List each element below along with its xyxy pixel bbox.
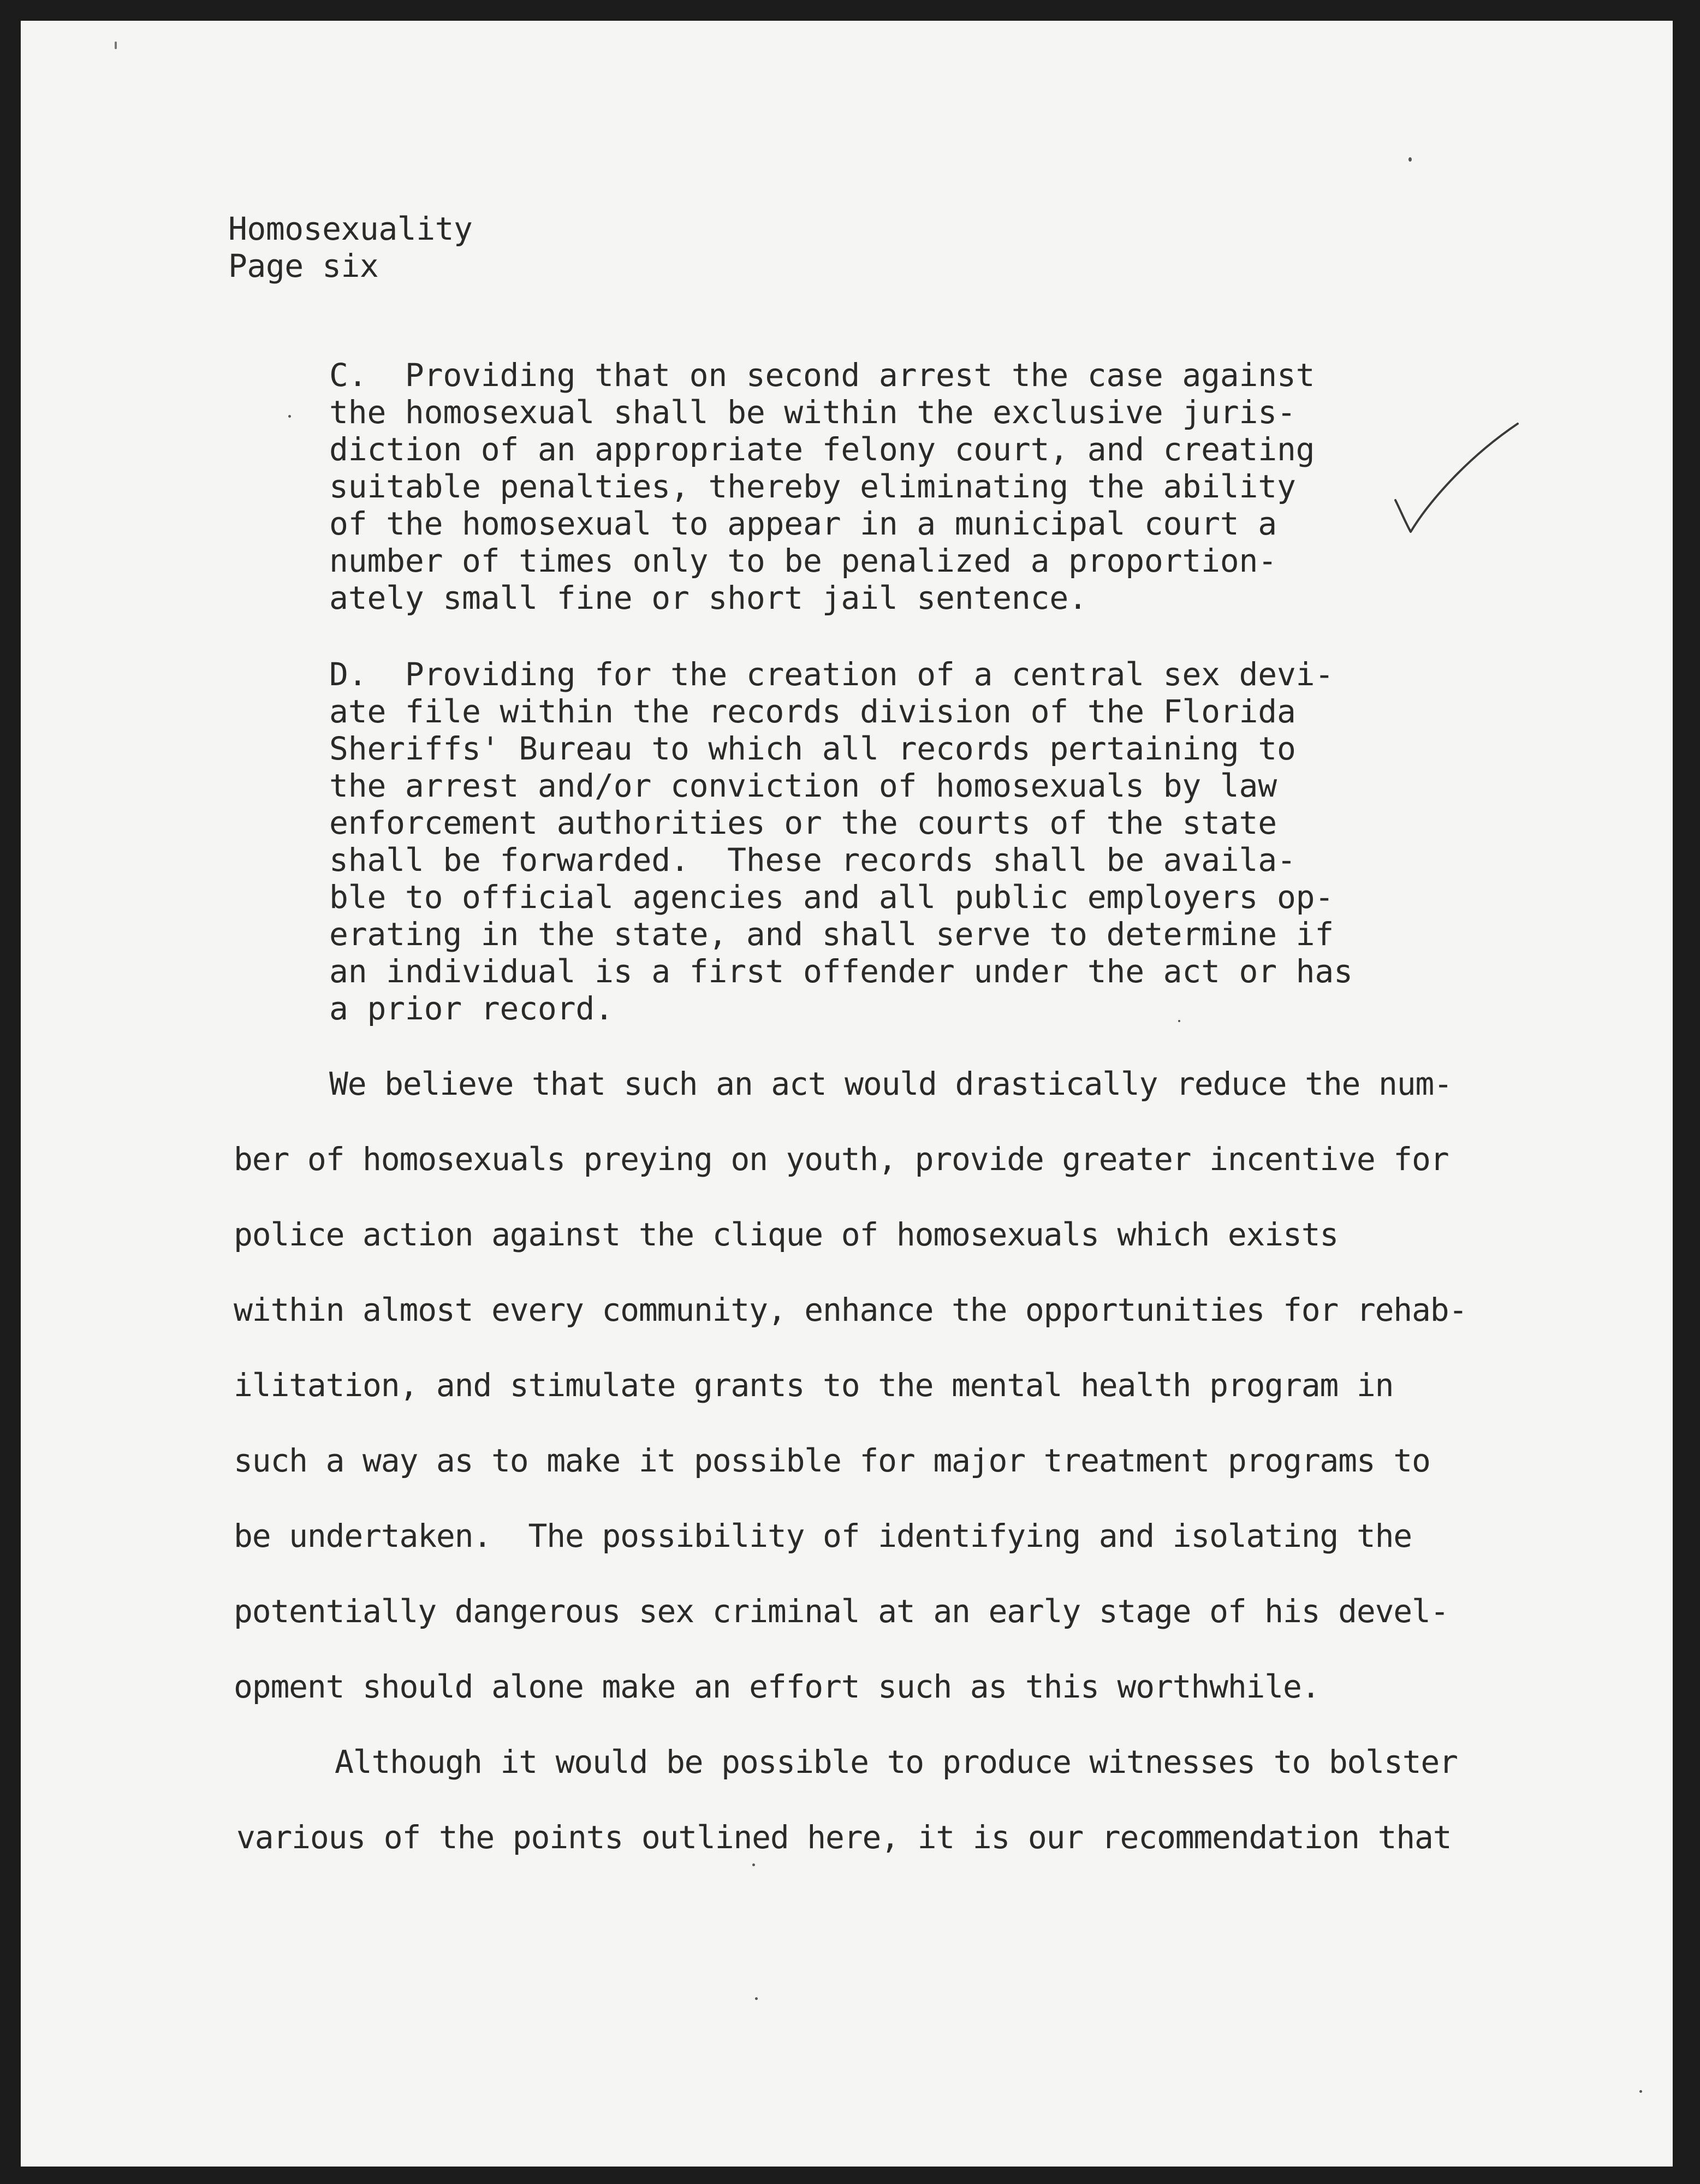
paragraph-line: potentially dangerous sex criminal at an early stage of his devel- [234, 1593, 1449, 1630]
paper-speck [1178, 1020, 1180, 1022]
paragraph-line: Although it would be possible to produce witnesses to bolster [335, 1743, 1458, 1781]
paragraph-line: ilitation, and stimulate grants to the mental health program in [234, 1367, 1394, 1404]
item-d-line: an individual is a first offender under the act or has [329, 953, 1353, 990]
paper-speck [752, 1863, 755, 1866]
paragraph-line: within almost every community, enhance the opportunities for rehab- [234, 1291, 1467, 1328]
paragraph-line: opment should alone make an effort such as this worthwhile. [234, 1668, 1320, 1705]
item-d-line: the arrest and/or conviction of homosexuals by law [329, 767, 1277, 804]
paragraph-line: We believe that such an act would drastically reduce the num- [329, 1065, 1452, 1102]
item-d-line: erating in the state, and shall serve to determine if [329, 916, 1334, 953]
item-c-line: diction of an appropriate felony court, and creating [329, 431, 1315, 468]
item-d-line: ate file within the records division of the Florida [329, 693, 1296, 730]
checkmark-icon [1391, 419, 1522, 545]
item-c-line: number of times only to be penalized a proportion- [329, 542, 1277, 579]
paragraph-line: ber of homosexuals preying on youth, provide greater incentive for [234, 1141, 1449, 1178]
paragraph-line: such a way as to make it possible for major treatment programs to [234, 1442, 1430, 1479]
header-title: Homosexuality [228, 210, 473, 247]
paragraph-line: police action against the clique of homosexuals which exists [234, 1216, 1339, 1253]
paper-speck [115, 41, 117, 49]
item-c-line: ately small fine or short jail sentence. [329, 579, 1087, 616]
item-d-line: enforcement authorities or the courts of the state [329, 804, 1277, 841]
item-d-line: ble to official agencies and all public employers op- [329, 879, 1334, 916]
item-d-line: a prior record. [329, 990, 614, 1027]
paper-speck [755, 1997, 758, 2000]
paragraph-line: various of the points outlined here, it is our recommendation that [236, 1819, 1452, 1856]
item-c-line: the homosexual shall be within the exclusive juris- [329, 394, 1296, 431]
header-page-label: Page six [228, 247, 379, 284]
paper-speck [288, 415, 291, 418]
document-page [21, 21, 1673, 2167]
item-d-line: Sheriffs' Bureau to which all records pertaining to [329, 730, 1296, 767]
item-d-line: shall be forwarded. These records shall be availa- [329, 841, 1296, 879]
item-c-line: of the homosexual to appear in a municipal court a [329, 505, 1277, 542]
paper-speck [1408, 157, 1412, 162]
item-c-line: C. Providing that on second arrest the case against [329, 357, 1315, 394]
paper-speck [1639, 2090, 1642, 2093]
item-c-line: suitable penalties, thereby eliminating the ability [329, 468, 1296, 505]
paragraph-line: be undertaken. The possibility of identifying and isolating the [234, 1517, 1412, 1554]
item-d-line: D. Providing for the creation of a central sex devi- [329, 656, 1334, 693]
